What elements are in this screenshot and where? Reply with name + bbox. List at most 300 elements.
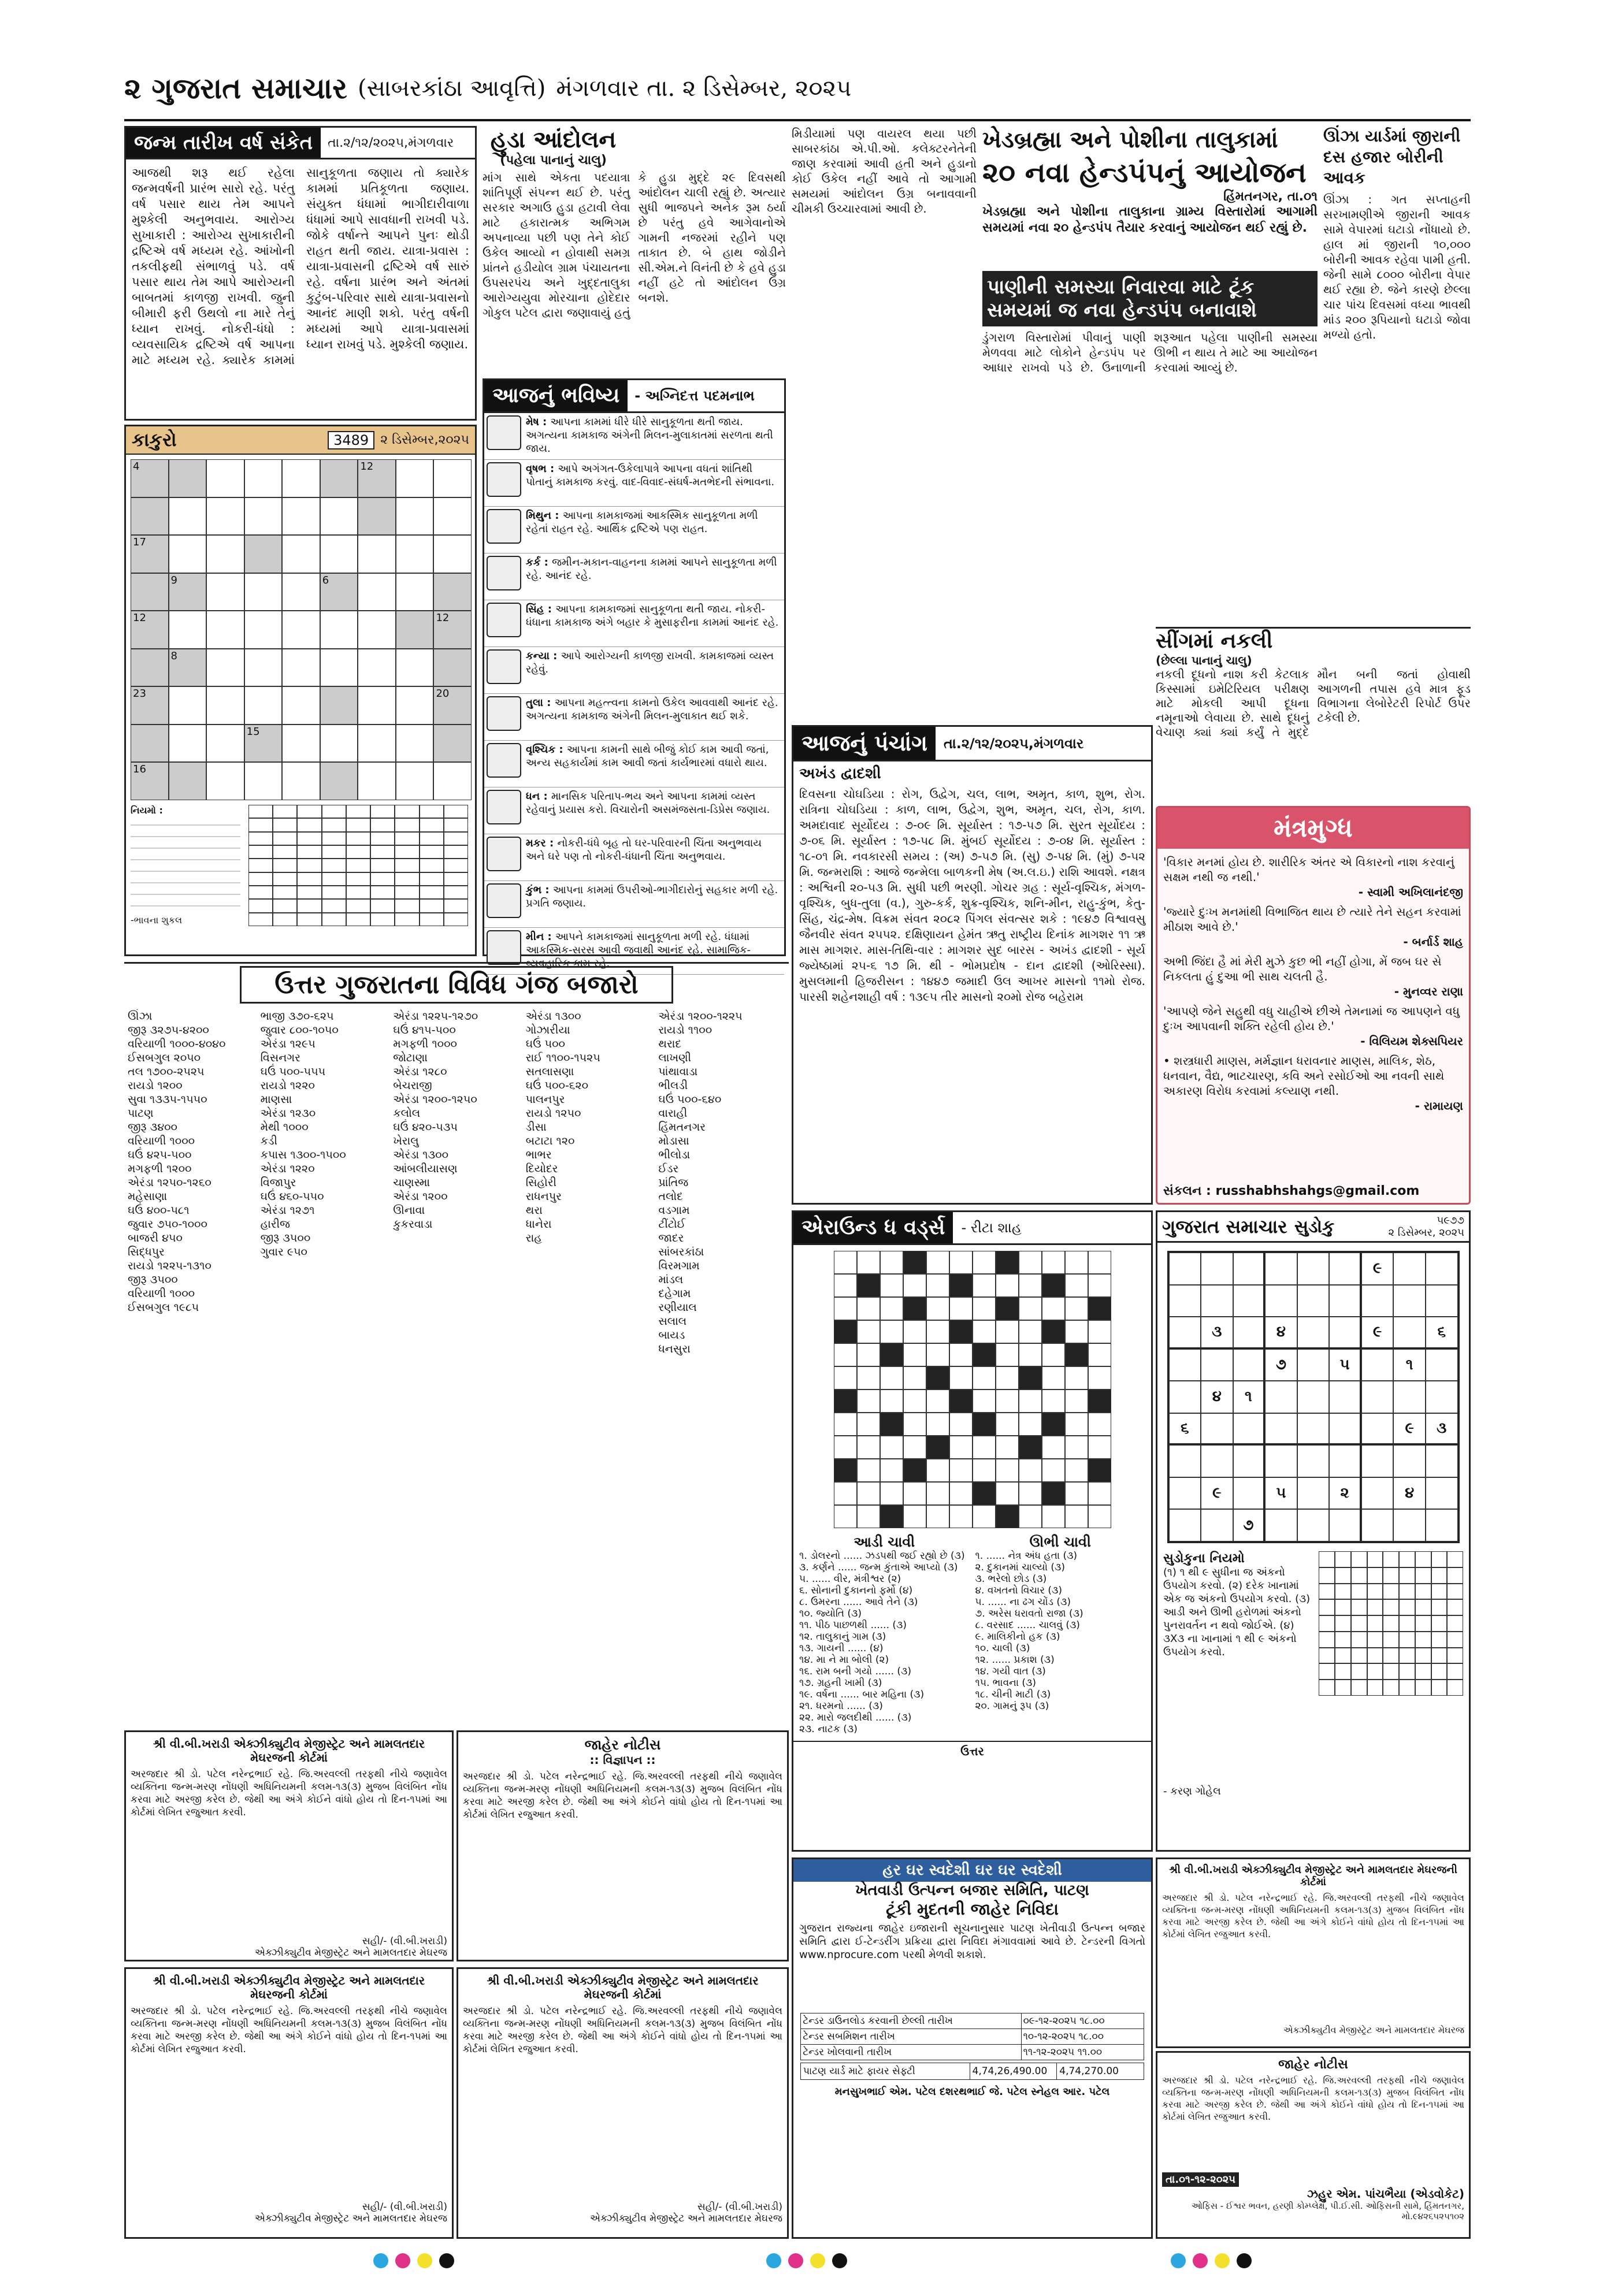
crossword-cell[interactable]: [996, 1390, 1019, 1413]
crossword-cell[interactable]: [1088, 1343, 1111, 1366]
crossword-cell[interactable]: [857, 1366, 880, 1390]
crossword-cell[interactable]: [880, 1413, 903, 1436]
crossword-cell[interactable]: [903, 1320, 926, 1343]
crossword-cell[interactable]: [1065, 1482, 1088, 1505]
crossword-cell[interactable]: [973, 1297, 996, 1320]
crossword-cell[interactable]: [1019, 1343, 1042, 1366]
kakuro-cell[interactable]: [358, 762, 396, 800]
crossword-cell[interactable]: [857, 1274, 880, 1297]
crossword-cell[interactable]: [949, 1482, 973, 1505]
crossword-cell[interactable]: [1042, 1274, 1065, 1297]
crossword-cell[interactable]: [1088, 1459, 1111, 1482]
kakuro-cell[interactable]: [169, 535, 207, 573]
crossword-cell[interactable]: [973, 1459, 996, 1482]
sudoku-cell[interactable]: ૩: [1426, 1413, 1458, 1446]
crossword-cell[interactable]: [949, 1413, 973, 1436]
crossword-cell[interactable]: [880, 1251, 903, 1274]
kakuro-cell[interactable]: [244, 686, 283, 725]
kakuro-cell[interactable]: [169, 497, 207, 536]
crossword-cell[interactable]: [1042, 1413, 1065, 1436]
crossword-cell[interactable]: [926, 1251, 949, 1274]
crossword-cell[interactable]: [1088, 1366, 1111, 1390]
kakuro-cell[interactable]: [282, 497, 320, 536]
sudoku-cell[interactable]: [1393, 1317, 1426, 1349]
sudoku-cell[interactable]: [1329, 1317, 1361, 1349]
crossword-cell[interactable]: [857, 1320, 880, 1343]
crossword-cell[interactable]: [926, 1297, 949, 1320]
crossword-cell[interactable]: [949, 1343, 973, 1366]
crossword-cell[interactable]: [857, 1459, 880, 1482]
sudoku-cell[interactable]: [1329, 1509, 1361, 1541]
crossword-cell[interactable]: [880, 1343, 903, 1366]
kakuro-cell[interactable]: [396, 686, 434, 725]
sudoku-cell[interactable]: ૯: [1393, 1413, 1426, 1446]
sudoku-cell[interactable]: [1361, 1477, 1394, 1510]
crossword-cell[interactable]: [949, 1459, 973, 1482]
crossword-cell[interactable]: [834, 1320, 857, 1343]
sudoku-cell[interactable]: [1361, 1509, 1394, 1541]
kakuro-cell[interactable]: [358, 497, 396, 536]
sudoku-cell[interactable]: [1426, 1445, 1458, 1477]
crossword-cell[interactable]: [880, 1366, 903, 1390]
crossword-cell[interactable]: [1042, 1436, 1065, 1459]
kakuro-cell[interactable]: [282, 649, 320, 687]
crossword-cell[interactable]: [857, 1505, 880, 1528]
crossword-cell[interactable]: [996, 1413, 1019, 1436]
sudoku-cell[interactable]: ૪: [1393, 1477, 1426, 1510]
kakuro-cell[interactable]: [433, 573, 472, 611]
kakuro-cell[interactable]: [131, 725, 169, 763]
kakuro-cell[interactable]: [358, 725, 396, 763]
sudoku-cell[interactable]: ૪: [1265, 1317, 1297, 1349]
sudoku-cell[interactable]: [1201, 1253, 1233, 1285]
crossword-cell[interactable]: [1065, 1297, 1088, 1320]
kakuro-cell[interactable]: [206, 725, 244, 763]
sudoku-cell[interactable]: ૩: [1201, 1317, 1233, 1349]
crossword-cell[interactable]: [834, 1459, 857, 1482]
crossword-cell[interactable]: [1042, 1390, 1065, 1413]
kakuro-cell[interactable]: [358, 573, 396, 611]
kakuro-cell[interactable]: [396, 762, 434, 800]
crossword-cell[interactable]: [996, 1320, 1019, 1343]
crossword-cell[interactable]: [973, 1505, 996, 1528]
kakuro-cell[interactable]: [433, 459, 472, 497]
crossword-cell[interactable]: [996, 1436, 1019, 1459]
sudoku-cell[interactable]: [1426, 1477, 1458, 1510]
sudoku-cell[interactable]: [1265, 1445, 1297, 1477]
sudoku-cell[interactable]: [1361, 1285, 1394, 1317]
sudoku-cell[interactable]: ૧: [1393, 1349, 1426, 1381]
crossword-cell[interactable]: [834, 1366, 857, 1390]
kakuro-cell[interactable]: [320, 573, 358, 611]
kakuro-cell[interactable]: [282, 573, 320, 611]
crossword-cell[interactable]: [880, 1297, 903, 1320]
kakuro-cell[interactable]: [433, 497, 472, 536]
crossword-cell[interactable]: [1042, 1459, 1065, 1482]
crossword-cell[interactable]: [926, 1320, 949, 1343]
kakuro-cell[interactable]: [131, 762, 169, 800]
crossword-cell[interactable]: [1019, 1436, 1042, 1459]
crossword-cell[interactable]: [1065, 1366, 1088, 1390]
sudoku-cell[interactable]: [1393, 1253, 1426, 1285]
kakuro-cell[interactable]: [320, 686, 358, 725]
crossword-cell[interactable]: [834, 1343, 857, 1366]
sudoku-cell[interactable]: [1169, 1509, 1201, 1541]
crossword-cell[interactable]: [857, 1436, 880, 1459]
sudoku-cell[interactable]: [1297, 1253, 1330, 1285]
kakuro-cell[interactable]: [433, 686, 472, 725]
crossword-cell[interactable]: [880, 1390, 903, 1413]
crossword-cell[interactable]: [1088, 1436, 1111, 1459]
sudoku-cell[interactable]: ૫: [1329, 1349, 1361, 1381]
crossword-cell[interactable]: [880, 1320, 903, 1343]
sudoku-cell[interactable]: [1169, 1477, 1201, 1510]
sudoku-cell[interactable]: ૯: [1361, 1253, 1394, 1285]
kakuro-cell[interactable]: [131, 497, 169, 536]
sudoku-cell[interactable]: [1233, 1445, 1266, 1477]
crossword-cell[interactable]: [1065, 1413, 1088, 1436]
kakuro-cell[interactable]: [433, 762, 472, 800]
crossword-cell[interactable]: [880, 1274, 903, 1297]
crossword-cell[interactable]: [903, 1251, 926, 1274]
kakuro-cell[interactable]: [282, 686, 320, 725]
sudoku-cell[interactable]: [1265, 1509, 1297, 1541]
crossword-cell[interactable]: [949, 1390, 973, 1413]
crossword-cell[interactable]: [1019, 1366, 1042, 1390]
kakuro-cell[interactable]: [282, 725, 320, 763]
crossword-cell[interactable]: [903, 1366, 926, 1390]
kakuro-cell[interactable]: [244, 649, 283, 687]
sudoku-cell[interactable]: [1201, 1445, 1233, 1477]
kakuro-cell[interactable]: [358, 686, 396, 725]
kakuro-cell[interactable]: [169, 459, 207, 497]
kakuro-cell[interactable]: [282, 459, 320, 497]
sudoku-cell[interactable]: [1201, 1509, 1233, 1541]
sudoku-cell[interactable]: [1297, 1349, 1330, 1381]
kakuro-cell[interactable]: [396, 497, 434, 536]
kakuro-cell[interactable]: [320, 459, 358, 497]
sudoku-cell[interactable]: ૬: [1169, 1413, 1201, 1446]
crossword-cell[interactable]: [1042, 1482, 1065, 1505]
kakuro-cell[interactable]: [320, 535, 358, 573]
crossword-cell[interactable]: [880, 1436, 903, 1459]
sudoku-cell[interactable]: [1393, 1285, 1426, 1317]
sudoku-cell[interactable]: [1361, 1413, 1394, 1446]
sudoku-cell[interactable]: [1297, 1413, 1330, 1446]
crossword-cell[interactable]: [1088, 1320, 1111, 1343]
crossword-cell[interactable]: [857, 1482, 880, 1505]
crossword-cell[interactable]: [903, 1482, 926, 1505]
sudoku-cell[interactable]: [1329, 1253, 1361, 1285]
crossword-cell[interactable]: [1042, 1251, 1065, 1274]
crossword-cell[interactable]: [926, 1390, 949, 1413]
kakuro-cell[interactable]: [282, 611, 320, 649]
sudoku-cell[interactable]: [1329, 1285, 1361, 1317]
kakuro-cell[interactable]: [244, 611, 283, 649]
sudoku-cell[interactable]: ૭: [1233, 1509, 1266, 1541]
sudoku-cell[interactable]: [1169, 1381, 1201, 1413]
sudoku-cell[interactable]: ૬: [1426, 1317, 1458, 1349]
crossword-cell[interactable]: [1042, 1320, 1065, 1343]
crossword-cell[interactable]: [1019, 1251, 1042, 1274]
crossword-cell[interactable]: [1042, 1366, 1065, 1390]
crossword-cell[interactable]: [857, 1390, 880, 1413]
kakuro-cell[interactable]: [282, 535, 320, 573]
crossword-cell[interactable]: [834, 1413, 857, 1436]
crossword-cell[interactable]: [996, 1274, 1019, 1297]
kakuro-cell[interactable]: [433, 611, 472, 649]
sudoku-cell[interactable]: ૪: [1201, 1381, 1233, 1413]
sudoku-cell[interactable]: [1169, 1445, 1201, 1477]
kakuro-cell[interactable]: [206, 649, 244, 687]
sudoku-cell[interactable]: [1169, 1317, 1201, 1349]
kakuro-cell[interactable]: [320, 649, 358, 687]
sudoku-cell[interactable]: [1169, 1285, 1201, 1317]
sudoku-cell[interactable]: [1361, 1381, 1394, 1413]
crossword-cell[interactable]: [880, 1505, 903, 1528]
crossword-cell[interactable]: [857, 1343, 880, 1366]
kakuro-cell[interactable]: [396, 725, 434, 763]
sudoku-cell[interactable]: [1201, 1413, 1233, 1446]
crossword-cell[interactable]: [973, 1482, 996, 1505]
crossword-cell[interactable]: [926, 1274, 949, 1297]
crossword-cell[interactable]: [1019, 1297, 1042, 1320]
crossword-cell[interactable]: [1019, 1459, 1042, 1482]
crossword-cell[interactable]: [973, 1390, 996, 1413]
sudoku-cell[interactable]: [1426, 1285, 1458, 1317]
crossword-cell[interactable]: [857, 1251, 880, 1274]
sudoku-cell[interactable]: [1233, 1253, 1266, 1285]
crossword-cell[interactable]: [834, 1251, 857, 1274]
kakuro-cell[interactable]: [282, 762, 320, 800]
crossword-cell[interactable]: [903, 1390, 926, 1413]
sudoku-cell[interactable]: [1265, 1253, 1297, 1285]
crossword-cell[interactable]: [1042, 1297, 1065, 1320]
sudoku-cell[interactable]: [1361, 1349, 1394, 1381]
crossword-cell[interactable]: [1019, 1390, 1042, 1413]
sudoku-cell[interactable]: [1426, 1253, 1458, 1285]
sudoku-cell[interactable]: ૫: [1265, 1477, 1297, 1510]
crossword-cell[interactable]: [1042, 1505, 1065, 1528]
crossword-cell[interactable]: [1065, 1436, 1088, 1459]
crossword-cell[interactable]: [834, 1274, 857, 1297]
sudoku-cell[interactable]: [1329, 1381, 1361, 1413]
crossword-cell[interactable]: [834, 1482, 857, 1505]
kakuro-cell[interactable]: [396, 573, 434, 611]
crossword-cell[interactable]: [857, 1413, 880, 1436]
sudoku-cell[interactable]: ૨: [1329, 1477, 1361, 1510]
crossword-cell[interactable]: [1065, 1505, 1088, 1528]
kakuro-cell[interactable]: [131, 611, 169, 649]
crossword-cell[interactable]: [926, 1343, 949, 1366]
crossword-cell[interactable]: [1088, 1274, 1111, 1297]
crossword-cell[interactable]: [903, 1274, 926, 1297]
sudoku-cell[interactable]: ૭: [1265, 1349, 1297, 1381]
kakuro-cell[interactable]: [358, 611, 396, 649]
sudoku-cell[interactable]: [1233, 1285, 1266, 1317]
crossword-cell[interactable]: [903, 1413, 926, 1436]
kakuro-cell[interactable]: [169, 649, 207, 687]
sudoku-cell[interactable]: [1329, 1413, 1361, 1446]
crossword-cell[interactable]: [949, 1366, 973, 1390]
crossword-cell[interactable]: [973, 1366, 996, 1390]
crossword-cell[interactable]: [880, 1482, 903, 1505]
sudoku-cell[interactable]: [1169, 1253, 1201, 1285]
sudoku-cell[interactable]: [1201, 1349, 1233, 1381]
crossword-cell[interactable]: [996, 1366, 1019, 1390]
crossword-cell[interactable]: [1019, 1413, 1042, 1436]
crossword-cell[interactable]: [926, 1505, 949, 1528]
sudoku-cell[interactable]: ૯: [1361, 1317, 1394, 1349]
sudoku-cell[interactable]: [1297, 1317, 1330, 1349]
crossword-cell[interactable]: [996, 1251, 1019, 1274]
crossword-cell[interactable]: [996, 1505, 1019, 1528]
kakuro-cell[interactable]: [358, 459, 396, 497]
crossword-cell[interactable]: [903, 1505, 926, 1528]
crossword-cell[interactable]: [880, 1459, 903, 1482]
kakuro-cell[interactable]: [244, 725, 283, 763]
mantra-email[interactable]: russhabhshahgs@gmail.com: [1215, 1184, 1420, 1198]
crossword-cell[interactable]: [1088, 1251, 1111, 1274]
crossword-cell[interactable]: [973, 1436, 996, 1459]
crossword-cell[interactable]: [834, 1436, 857, 1459]
kakuro-cell[interactable]: [206, 459, 244, 497]
kakuro-cell[interactable]: [244, 497, 283, 536]
kakuro-cell[interactable]: [433, 725, 472, 763]
sudoku-cell[interactable]: [1265, 1285, 1297, 1317]
crossword-cell[interactable]: [996, 1297, 1019, 1320]
crossword-cell[interactable]: [973, 1320, 996, 1343]
kakuro-cell[interactable]: [244, 535, 283, 573]
sudoku-cell[interactable]: [1393, 1509, 1426, 1541]
kakuro-cell[interactable]: [433, 649, 472, 687]
sudoku-cell[interactable]: [1169, 1349, 1201, 1381]
crossword-cell[interactable]: [996, 1459, 1019, 1482]
crossword-cell[interactable]: [1065, 1251, 1088, 1274]
crossword-cell[interactable]: [1019, 1320, 1042, 1343]
crossword-cell[interactable]: [1065, 1459, 1088, 1482]
kakuro-cell[interactable]: [206, 686, 244, 725]
sudoku-cell[interactable]: [1265, 1381, 1297, 1413]
kakuro-cell[interactable]: [169, 573, 207, 611]
crossword-cell[interactable]: [1065, 1320, 1088, 1343]
crossword-cell[interactable]: [1088, 1505, 1111, 1528]
crossword-cell[interactable]: [1065, 1390, 1088, 1413]
kakuro-cell[interactable]: [244, 762, 283, 800]
sudoku-cell[interactable]: [1233, 1413, 1266, 1446]
kakuro-cell[interactable]: [396, 611, 434, 649]
crossword-cell[interactable]: [1088, 1413, 1111, 1436]
crossword-cell[interactable]: [834, 1297, 857, 1320]
crossword-cell[interactable]: [903, 1436, 926, 1459]
kakuro-cell[interactable]: [169, 686, 207, 725]
kakuro-cell[interactable]: [131, 686, 169, 725]
sudoku-cell[interactable]: [1393, 1381, 1426, 1413]
kakuro-cell[interactable]: [320, 725, 358, 763]
kakuro-cell[interactable]: [206, 611, 244, 649]
sudoku-cell[interactable]: [1329, 1445, 1361, 1477]
crossword-cell[interactable]: [903, 1297, 926, 1320]
crossword-cell[interactable]: [926, 1413, 949, 1436]
kakuro-cell[interactable]: [206, 535, 244, 573]
sudoku-cell[interactable]: [1426, 1509, 1458, 1541]
kakuro-cell[interactable]: [169, 762, 207, 800]
kakuro-cell[interactable]: [358, 649, 396, 687]
sudoku-cell[interactable]: ૧: [1233, 1381, 1266, 1413]
kakuro-cell[interactable]: [244, 573, 283, 611]
sudoku-cell[interactable]: [1297, 1285, 1330, 1317]
crossword-cell[interactable]: [1088, 1390, 1111, 1413]
sudoku-cell[interactable]: [1201, 1285, 1233, 1317]
crossword-cell[interactable]: [973, 1413, 996, 1436]
crossword-cell[interactable]: [949, 1320, 973, 1343]
crossword-cell[interactable]: [926, 1482, 949, 1505]
sudoku-cell[interactable]: [1233, 1317, 1266, 1349]
crossword-cell[interactable]: [926, 1459, 949, 1482]
kakuro-cell[interactable]: [320, 611, 358, 649]
kakuro-cell[interactable]: [396, 459, 434, 497]
kakuro-cell[interactable]: [131, 573, 169, 611]
kakuro-cell[interactable]: [244, 459, 283, 497]
crossword-cell[interactable]: [1019, 1505, 1042, 1528]
crossword-cell[interactable]: [1019, 1482, 1042, 1505]
sudoku-cell[interactable]: ૯: [1201, 1477, 1233, 1510]
crossword-cell[interactable]: [1019, 1274, 1042, 1297]
kakuro-cell[interactable]: [131, 459, 169, 497]
kakuro-cell[interactable]: [320, 497, 358, 536]
crossword-cell[interactable]: [949, 1297, 973, 1320]
sudoku-cell[interactable]: [1297, 1477, 1330, 1510]
crossword-cell[interactable]: [949, 1436, 973, 1459]
crossword-cell[interactable]: [1042, 1343, 1065, 1366]
kakuro-cell[interactable]: [169, 611, 207, 649]
sudoku-cell[interactable]: [1426, 1381, 1458, 1413]
crossword-cell[interactable]: [857, 1297, 880, 1320]
kakuro-cell[interactable]: [131, 535, 169, 573]
crossword-cell[interactable]: [949, 1274, 973, 1297]
crossword-cell[interactable]: [1065, 1343, 1088, 1366]
kakuro-cell[interactable]: [206, 762, 244, 800]
crossword-cell[interactable]: [926, 1366, 949, 1390]
kakuro-cell[interactable]: [169, 725, 207, 763]
sudoku-cell[interactable]: [1297, 1381, 1330, 1413]
crossword-cell[interactable]: [903, 1343, 926, 1366]
crossword-cell[interactable]: [1065, 1274, 1088, 1297]
crossword-cell[interactable]: [996, 1482, 1019, 1505]
crossword-cell[interactable]: [903, 1459, 926, 1482]
crossword-cell[interactable]: [949, 1251, 973, 1274]
crossword-cell[interactable]: [1088, 1297, 1111, 1320]
crossword-cell[interactable]: [1088, 1482, 1111, 1505]
sudoku-cell[interactable]: [1265, 1413, 1297, 1446]
kakuro-cell[interactable]: [320, 762, 358, 800]
sudoku-cell[interactable]: [1426, 1349, 1458, 1381]
kakuro-cell[interactable]: [206, 573, 244, 611]
kakuro-cell[interactable]: [396, 535, 434, 573]
crossword-cell[interactable]: [973, 1274, 996, 1297]
crossword-cell[interactable]: [834, 1505, 857, 1528]
crossword-cell[interactable]: [834, 1390, 857, 1413]
kakuro-cell[interactable]: [206, 497, 244, 536]
sudoku-cell[interactable]: [1297, 1445, 1330, 1477]
crossword-cell[interactable]: [926, 1436, 949, 1459]
sudoku-cell[interactable]: [1393, 1445, 1426, 1477]
kakuro-cell[interactable]: [433, 535, 472, 573]
sudoku-cell[interactable]: [1233, 1349, 1266, 1381]
kakuro-cell[interactable]: [358, 535, 396, 573]
kakuro-cell[interactable]: [396, 649, 434, 687]
crossword-cell[interactable]: [949, 1505, 973, 1528]
